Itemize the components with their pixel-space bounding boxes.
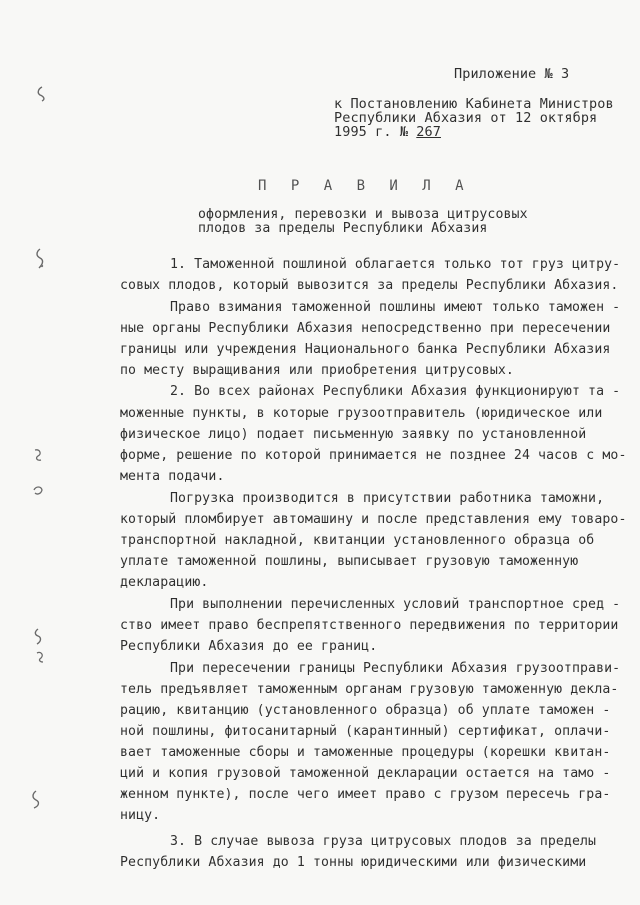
body-line: который пломбирует автомашину и после представления ему товаро-: [120, 512, 627, 527]
body-line: декларацию.: [120, 575, 209, 590]
body-line: физическое лицо) подает письменную заявку по установленной: [120, 427, 587, 442]
body-line: Республики Абхазия до 1 тонны юридическими или физическими: [120, 855, 587, 870]
decree-number: 267: [416, 124, 441, 140]
header-line: к Постановлению Кабинета Министров: [334, 96, 614, 112]
body-line: вает таможенные сборы и таможенные процедуры (корешки квитан-: [120, 745, 611, 760]
body-line: совых плодов, который вывозится за пределы Республики Абхазия.: [120, 278, 619, 293]
body-line: При выполнении перечисленных условий транспортное сред -: [170, 597, 621, 612]
body-line: рацию, квитанцию (установленного образца) об уплате таможен -: [120, 703, 611, 718]
body-line: ные органы Республики Абхазия непосредственно при пересечении: [120, 321, 611, 336]
body-line: Республики Абхазия до ее границ.: [120, 639, 378, 654]
binder-hole-mark: [34, 650, 46, 664]
binder-hole-mark: [32, 628, 44, 642]
header-date-line: [334, 126, 441, 140]
header-line: Республики Абхазия от 12 октября: [334, 110, 598, 126]
binder-hole-mark: [30, 790, 42, 804]
body-line: ство имеет право беспрепятственного передвижения по территории: [120, 618, 619, 633]
subtitle-line: плодов за пределы Республики Абхазия: [198, 221, 488, 236]
body-line: Погрузка производится в присутствии работника таможни,: [170, 491, 605, 506]
body-line: форме, решение по которой принимается не позднее 24 часов с мо-: [120, 448, 627, 463]
body-line: мента подачи.: [120, 469, 225, 484]
document-title: П Р А В И Л А: [258, 178, 472, 194]
binder-hole-mark: [34, 248, 46, 262]
body-line: 3. В случае вывоза груза цитрусовых плодов за пределы: [170, 834, 597, 849]
body-line: При пересечении границы Республики Абхазия грузоотправи-: [170, 661, 621, 676]
body-line: Право взимания таможенной пошлины имеют только таможен -: [170, 300, 621, 315]
binder-hole-mark: [32, 448, 44, 462]
body-line: тель предъявляет таможенным органам грузовую таможенную декла-: [120, 682, 619, 697]
body-line: транспортной накладной, квитанции установленного образца об: [120, 533, 595, 548]
header-date-prefix: 1995 г. №: [334, 124, 409, 140]
body-line: моженные пункты, в которые грузоотправитель (юридическое или: [120, 406, 603, 421]
binder-hole-mark: [32, 484, 44, 498]
body-line: границы или учреждения Национального банка Республики Абхазия: [120, 342, 611, 357]
body-line: 2. Во всех районах Республики Абхазия функционируют та -: [170, 384, 621, 399]
body-line: ной пошлины, фитосанитарный (карантинный) сертификат, оплачи-: [120, 724, 611, 739]
body-line: уплате таможенной пошлины, выписывает грузовую таможенную: [120, 554, 579, 569]
appendix-label: Приложение № 3: [454, 66, 570, 82]
body-line: ницу.: [120, 808, 161, 823]
binder-hole-mark: [36, 86, 48, 100]
body-line: женном пункте), после чего имеет право с грузом пересечь гра-: [120, 787, 611, 802]
body-line: 1. Таможенной пошлиной облагается только тот груз цитру-: [170, 257, 621, 272]
subtitle-line: оформления, перевозки и вывоза цитрусовых: [198, 207, 528, 222]
body-line: по месту выращивания или приобретения цитрусовых.: [120, 363, 514, 378]
body-line: ций и копия грузовой таможенной декларации остается на тамо -: [120, 766, 611, 781]
